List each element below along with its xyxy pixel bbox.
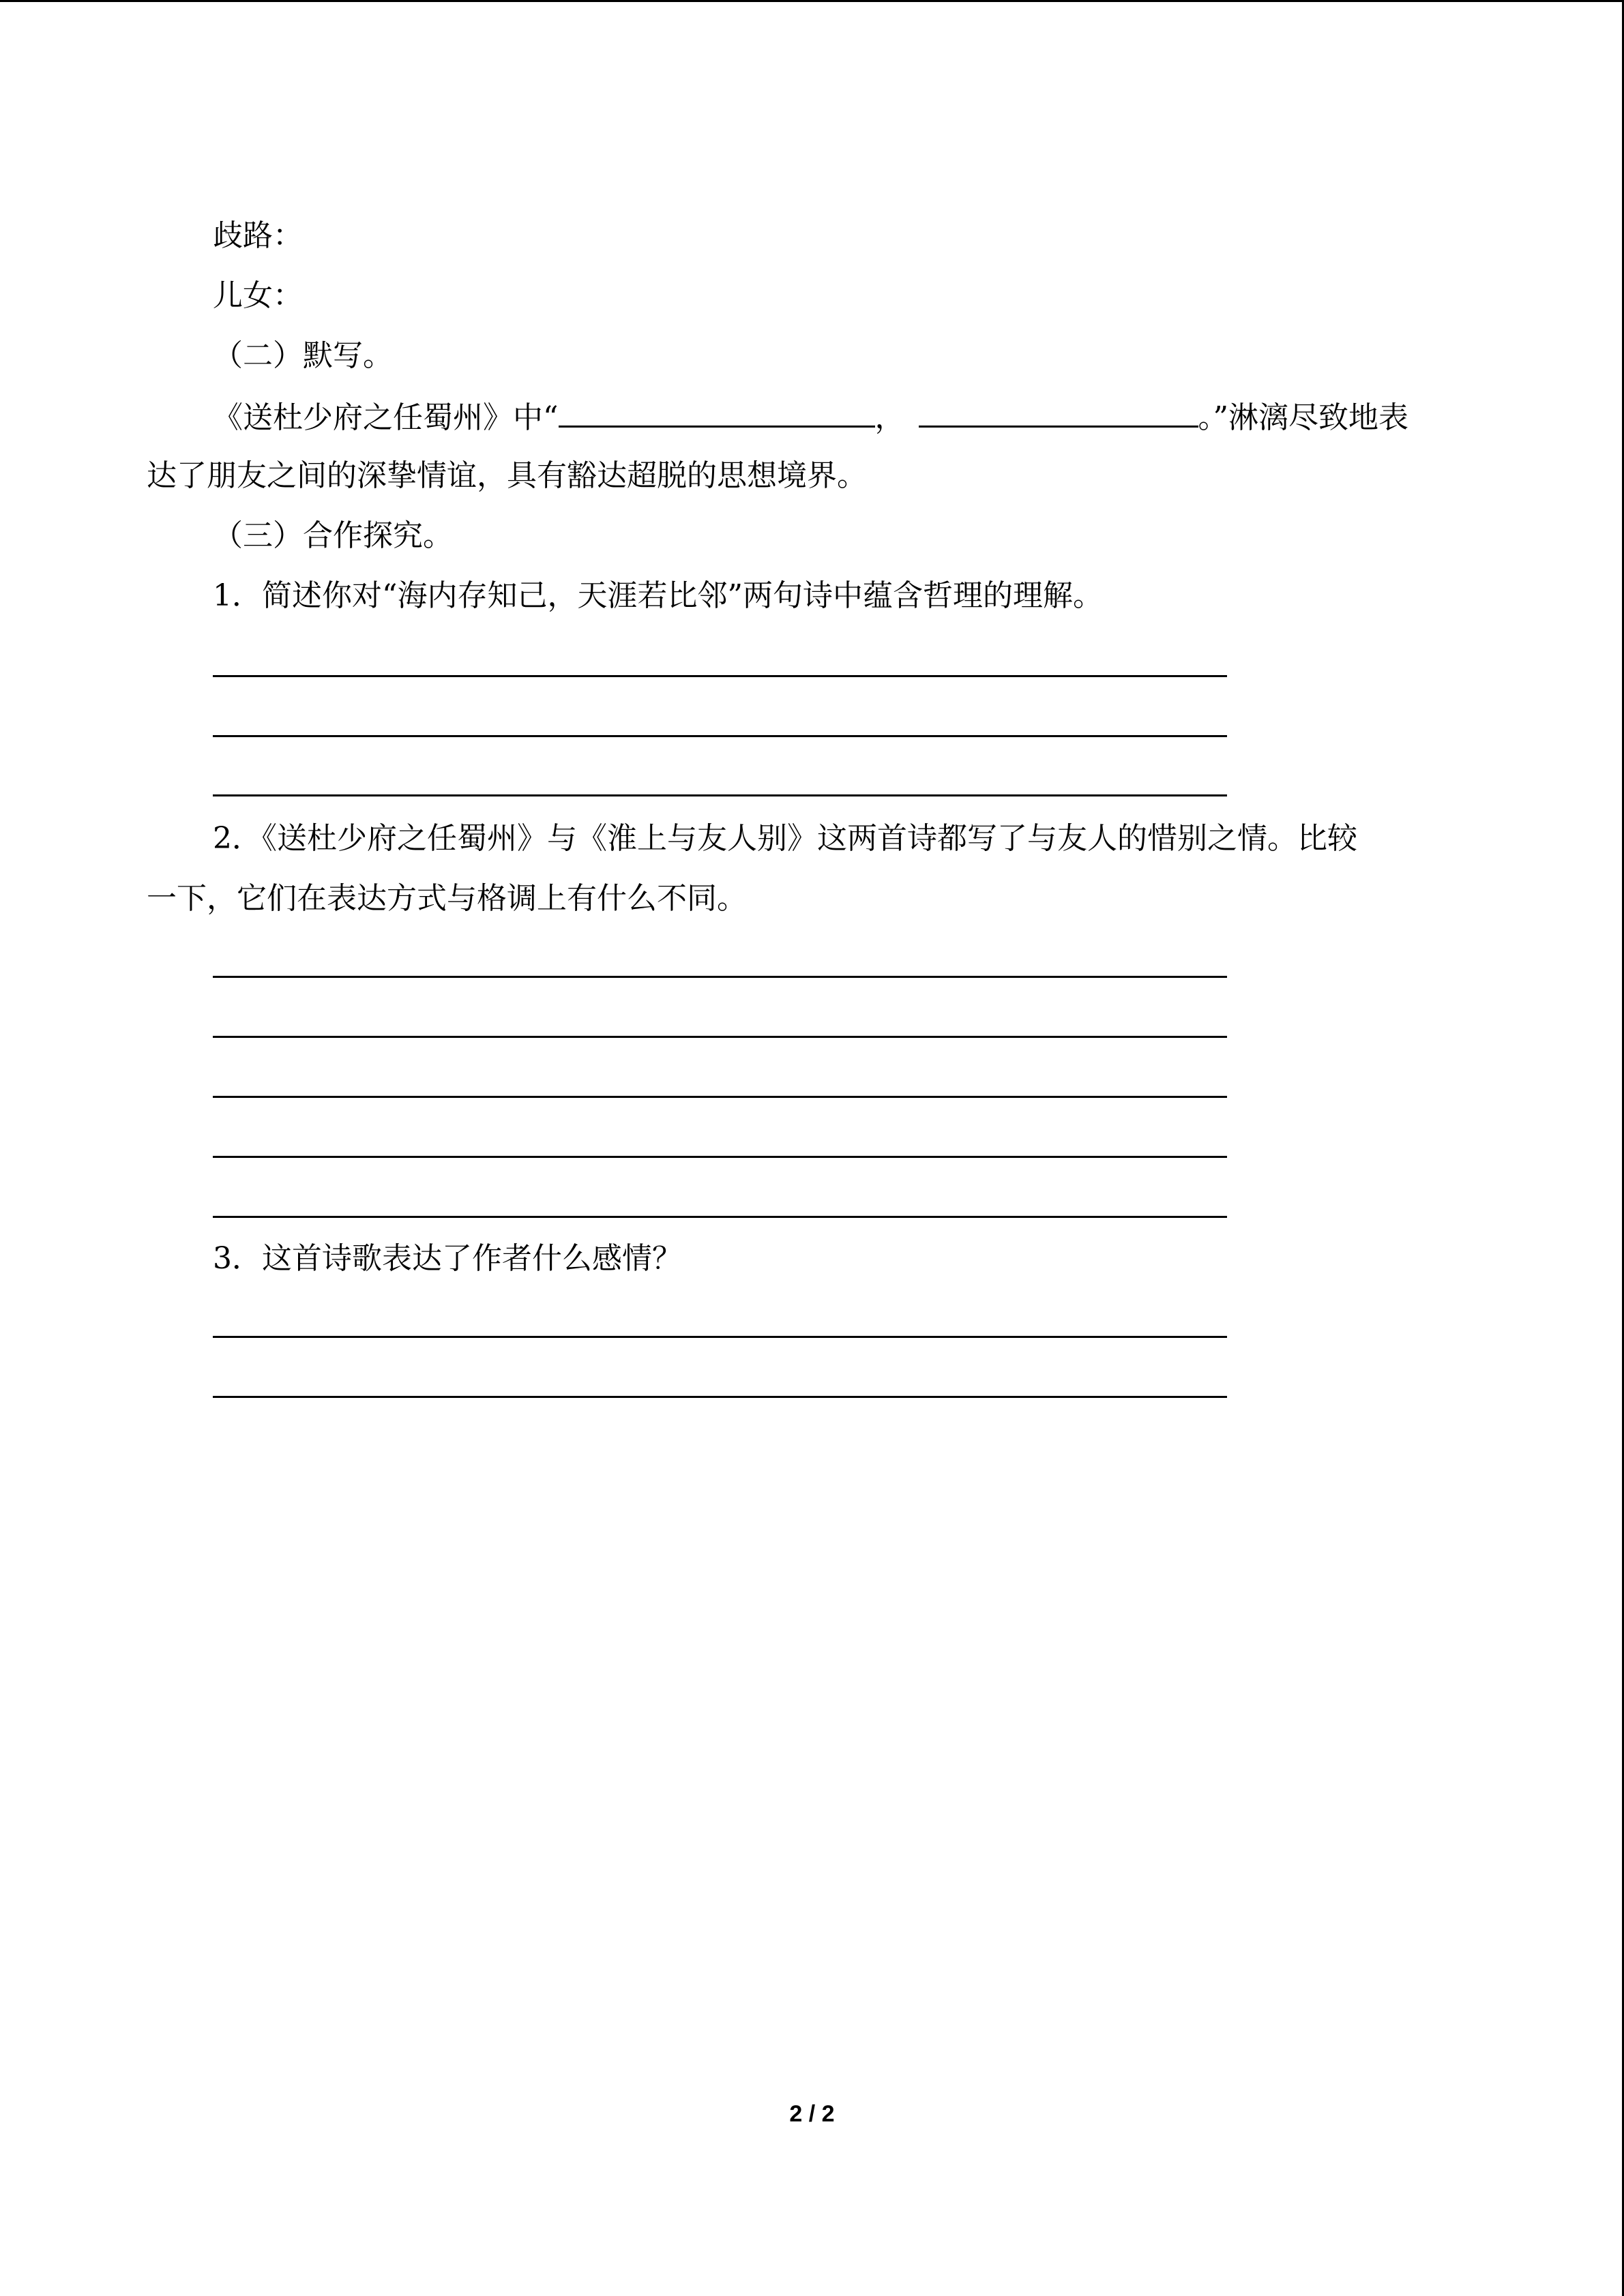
q2-answer-line-5[interactable]	[213, 1216, 1227, 1218]
dictation-comma: ，	[874, 400, 905, 435]
question-2-line-2: 一下，它们在表达方式与格调上有什么不同。	[147, 881, 747, 916]
section2-heading: （二）默写。	[213, 338, 393, 373]
q1-answer-line-3[interactable]	[213, 794, 1227, 796]
page-number: 2 / 2	[789, 2101, 835, 2127]
vocab-qilu: 歧路：	[213, 218, 303, 253]
q2-answer-line-2[interactable]	[213, 1036, 1227, 1038]
q3-answer-line-2[interactable]	[213, 1396, 1227, 1398]
dictation-blank-1[interactable]	[559, 396, 875, 428]
dictation-question	[213, 396, 1408, 438]
question-1: 1．简述你对“海内存知己，天涯若比邻”两句诗中蕴含哲理的理解。	[213, 578, 1103, 613]
dictation-text-before: 《送杜少府之任蜀州》中“	[213, 400, 559, 435]
dictation-blank-2[interactable]	[919, 396, 1198, 428]
q2-answer-line-1[interactable]	[213, 976, 1227, 978]
q2-answer-line-4[interactable]	[213, 1156, 1227, 1158]
q1-answer-line-2[interactable]	[213, 735, 1227, 737]
dictation-text-after: 。”淋漓尽致地表	[1198, 400, 1408, 435]
dictation-question-line2: 达了朋友之间的深挚情谊，具有豁达超脱的思想境界。	[147, 458, 867, 493]
question-3: 3．这首诗歌表达了作者什么感情？	[213, 1241, 682, 1276]
q3-answer-line-1[interactable]	[213, 1336, 1227, 1338]
q1-answer-line-1[interactable]	[213, 675, 1227, 677]
vocab-ernv: 儿女：	[213, 278, 303, 313]
section3-heading: （三）合作探究。	[213, 518, 453, 553]
question-2-line-1: 2．《送杜少府之任蜀州》与《淮上与友人别》这两首诗都写了与友人的惜别之情。比较	[213, 821, 1357, 856]
q2-answer-line-3[interactable]	[213, 1096, 1227, 1098]
